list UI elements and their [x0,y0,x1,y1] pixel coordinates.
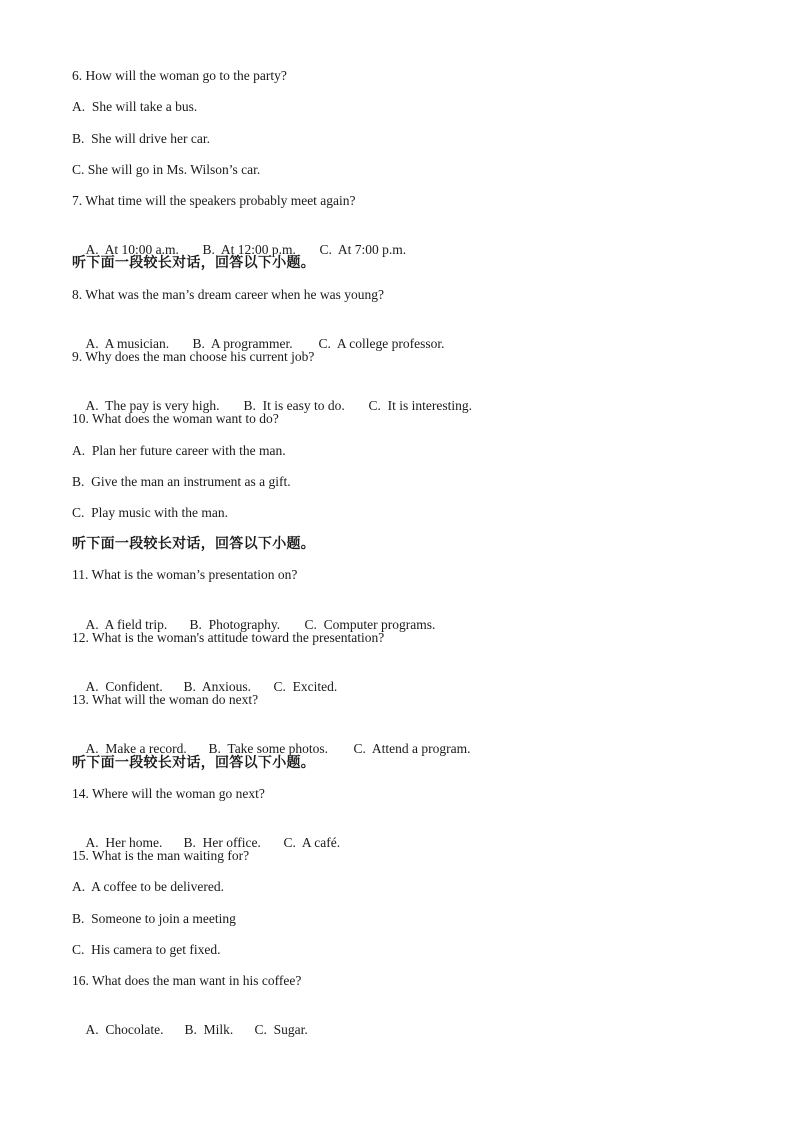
question-8-option-c: C. A college professor. [318,336,445,351]
question-10-option-a: A. Plan her future career with the man. [72,443,286,458]
question-13-option-b: B. Take some photos. [208,741,329,756]
question-14-option-b: B. Her office. [183,835,261,850]
question-6-stem: 6. How will the woman go to the party? [72,68,287,83]
question-16-options [72,1003,308,1057]
question-13-stem: 13. What will the woman do next? [72,692,259,707]
question-7-option-b: B. At 12:00 p.m. [202,242,296,257]
question-7-option-a: A. At 10:00 a.m. [85,242,179,257]
question-9-option-b: B. It is easy to do. [243,398,345,413]
question-12-option-a: A. Confident. [85,679,163,694]
question-15-option-a: A. A coffee to be delivered. [72,879,224,894]
section-heading: 听下面一段较长对话，回答以下小题。 [72,755,316,771]
question-15-stem: 15. What is the man waiting for? [72,848,250,863]
question-10-option-c: C. Play music with the man. [72,505,228,520]
question-12-stem: 12. What is the woman's attitude toward the presentation? [72,630,385,645]
section-heading: 听下面一段较长对话，回答以下小题。 [72,536,316,552]
question-6-option-c: C. She will go in Ms. Wilson’s car. [72,162,261,177]
question-9-option-c: C. It is interesting. [368,398,472,413]
question-14-option-c: C. A café. [283,835,341,850]
question-16-stem: 16. What does the man want in his coffee? [72,973,302,988]
question-16-option-b: B. Milk. [184,1022,234,1037]
question-8-stem: 8. What was the man’s dream career when he was young? [72,287,385,302]
question-7-option-c: C. At 7:00 p.m. [319,242,407,257]
question-12-option-c: C. Excited. [273,679,338,694]
question-15-option-c: C. His camera to get fixed. [72,942,221,957]
question-10-option-b: B. Give the man an instrument as a gift. [72,474,291,489]
question-14-option-a: A. Her home. [85,835,163,850]
question-12-option-b: B. Anxious. [183,679,252,694]
section-heading: 听下面一段较长对话，回答以下小题。 [72,255,316,271]
question-9-stem: 9. Why does the man choose his current job? [72,349,315,364]
question-8-option-a: A. A musician. [85,336,170,351]
question-11-option-b: B. Photography. [189,617,281,632]
question-16-option-c: C. Sugar. [254,1022,308,1037]
question-15-option-b: B. Someone to join a meeting [72,911,236,926]
question-10-stem: 10. What does the woman want to do? [72,411,279,426]
question-11-option-a: A. A field trip. [85,617,168,632]
question-6-option-b: B. She will drive her car. [72,131,210,146]
question-8-option-b: B. A programmer. [192,336,293,351]
question-14-stem: 14. Where will the woman go next? [72,786,265,801]
question-11-option-c: C. Computer programs. [304,617,436,632]
question-11-stem: 11. What is the woman’s presentation on? [72,567,298,582]
question-13-option-a: A. Make a record. [85,741,187,756]
question-13-option-c: C. Attend a program. [353,741,471,756]
question-16-option-a: A. Chocolate. [85,1022,164,1037]
question-9-option-a: A. The pay is very high. [85,398,220,413]
question-7-stem: 7. What time will the speakers probably meet again? [72,193,356,208]
question-6-option-a: A. She will take a bus. [72,99,198,114]
